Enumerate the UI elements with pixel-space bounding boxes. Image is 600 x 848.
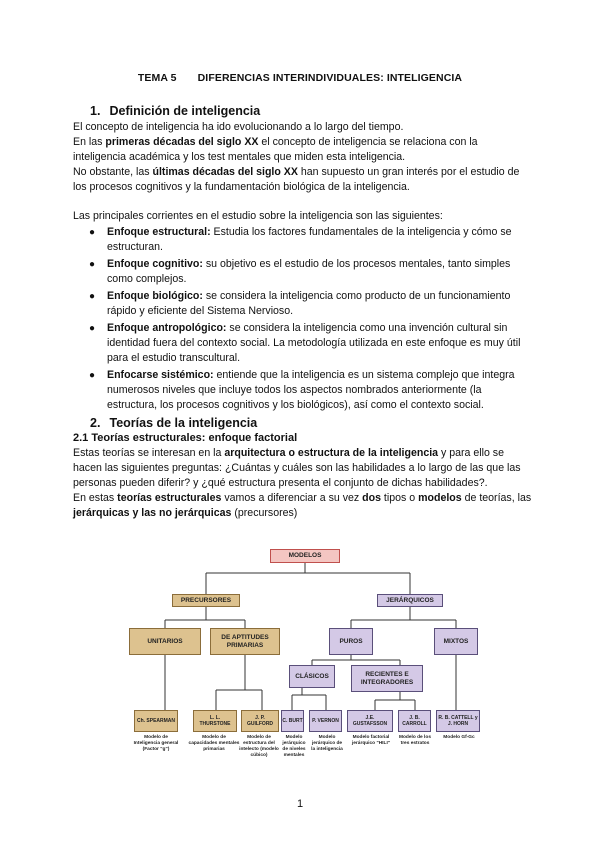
section-1-number: 1. [90, 104, 101, 118]
paragraph: El concepto de inteligencia ha ido evolucionando a lo largo del tiempo. [73, 121, 404, 133]
corrientes-intro: Las principales corrientes en el estudio sobre la inteligencia son las siguientes: [73, 210, 443, 222]
node-clasicos: CLÁSICOS [289, 665, 335, 688]
title-text: DIFERENCIAS INTERINDIVIDUALES: INTELIGENCIA [197, 72, 463, 84]
caption-gustafsson: Modelo factorial jerárquico "HILI" [351, 735, 391, 746]
paragraph: En las primeras décadas del siglo XX el concepto de inteligencia se relaciona con la inteligencia académica y los test mentales que miden esta inteligencia. [73, 136, 478, 163]
leaf-gustafsson: J.E. GUSTAFSSON [347, 710, 393, 732]
node-jerarquicos: JERÁRQUICOS [377, 594, 443, 607]
leaf-cattell-horn: R. B. CATTELL y J. HORN [436, 710, 480, 732]
section-1-heading [90, 104, 260, 118]
leaf-guilford: J. P. GUILFORD [241, 710, 279, 732]
node-aptitudes-primarias: DE APTITUDES PRIMARIAS [210, 628, 280, 655]
leaf-carroll: J. B. CARROLL [398, 710, 431, 732]
list-item: ● Enfoque estructural: Estudia los factores fundamentales de la inteligencia y cómo se estructuran. [89, 226, 512, 253]
section-2-heading [90, 416, 257, 430]
leaf-thurstone: L. L. THURSTONE [193, 710, 237, 732]
node-unitarios: UNITARIOS [129, 628, 201, 655]
caption-carroll: Modelo de los tres estratos [399, 735, 431, 746]
section-2-paragraphs [73, 446, 533, 521]
node-precursores: PRECURSORES [172, 594, 240, 607]
document-title [0, 72, 600, 84]
list-item: ● Enfoque cognitivo: su objetivo es el estudio de los procesos mentales, tanto simples como complejos. [89, 258, 511, 285]
caption-thurstone: Modelo de capacidades mentales primarias [188, 735, 240, 752]
caption-cattell-horn: Modelo Gf-Gc [443, 735, 475, 740]
models-diagram [0, 540, 600, 780]
caption-spearman: Modelo de Inteligencia general (Factor "g") [133, 735, 179, 752]
node-modelos: MODELOS [270, 549, 340, 563]
section-2-number: 2. [90, 416, 101, 430]
caption-guilford: Modelo de estructura del intelecto (modelo cúbico) [239, 735, 279, 758]
corrientes-list [73, 225, 533, 415]
page-number: 1 [296, 798, 304, 810]
node-mixtos: MIXTOS [434, 628, 478, 655]
list-item: ● Enfoque antropológico: se considera la inteligencia como una invención cultural sin identidad fuera del contexto social. La metodología utilizada en este enfoque es muy útil para el estudio transcultural. [89, 322, 521, 364]
section-1-title: Definición de inteligencia [109, 104, 261, 118]
list-item: ● Enfocarse sistémico: entiende que la inteligencia es un sistema complejo que integra numerosos niveles que incluye todos los aspectos nombrados anteriormente (la estructura, los procesos cognitivos y los biológicos), así como el contexto social. [89, 369, 515, 411]
subsection-2-1-heading: 2.1 Teorías estructurales: enfoque factorial [73, 432, 298, 444]
list-item: ● Enfoque biológico: se considera la inteligencia como producto de un funcionamiento rápido y eficiente del Sistema Nervioso. [89, 290, 511, 317]
caption-burt: Modelo jerárquico de niveles mentales [282, 735, 306, 758]
node-puros: PUROS [329, 628, 373, 655]
section-1-paragraphs [73, 120, 533, 195]
caption-vernon: Modelo jerárquico de la inteligencia [311, 735, 343, 752]
node-recientes: RECIENTES E INTEGRADORES [351, 665, 423, 692]
leaf-burt: C. BURT [281, 710, 304, 732]
leaf-spearman: Ch. SPEARMAN [134, 710, 178, 732]
leaf-vernon: P. VERNON [309, 710, 342, 732]
paragraph: En estas teorías estructurales vamos a diferenciar a su vez dos tipos o modelos de teorías, las jerárquicas y las no jerárquicas (precursores) [73, 492, 532, 519]
section-2-title: Teorías de la inteligencia [109, 416, 258, 430]
paragraph: Estas teorías se interesan en la arquitectura o estructura de la inteligencia y para ello se hacen las siguientes preguntas: ¿Cuántas y cuáles son las habilidades a lo largo de las que las personas pueden diferir? y ¿qué estructura presenta el conjunto de dichas habilidades?. [73, 447, 521, 489]
paragraph: No obstante, las últimas décadas del siglo XX han supuesto un gran interés por el estudio de los procesos cognitivos y la fundamentación biológica de la inteligencia. [73, 166, 520, 193]
tema-label: TEMA 5 [137, 72, 177, 84]
